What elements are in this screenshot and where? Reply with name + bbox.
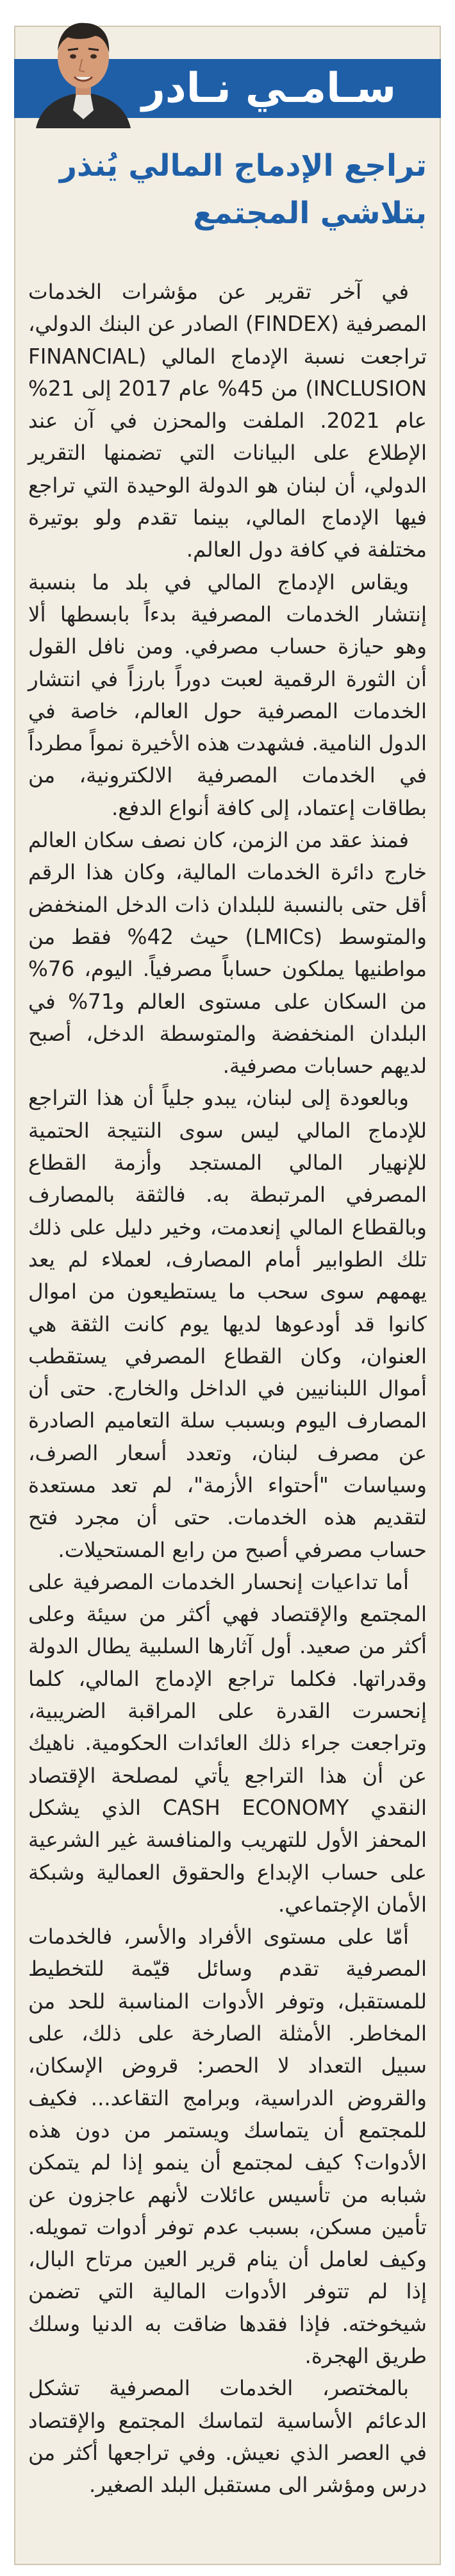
article-paragraph: أما تداعيات إنحسار الخدمات المصرفية على المجتمع والإقتصاد فهي أكثر من سيئة وعلى أكثر من صعيد. أول آثارها السلبية يطال الدولة وقدراتها. فكلما تراجع الإدماج المالي، كلما إنحسرت القدرة على المراقبة الضريبية، وتراجعت جراء ذلك العائدات الحكومية. ناهيك عن أن هذا التراجع يأتي لمصلحة الإقتصاد النقدي CASH ECONOMY الذي يشكل المحفز الأول للتهريب والمنافسة غير الشرعية على حساب الإبداع والحقوق العمالية وشبكة الأمان الإجتماعي. (28, 1569, 427, 1917)
article-paragraph: أمّا على مستوى الأفراد والأسر، فالخدمات المصرفية تقدم وسائل قيّمة للتخطيط للمستقبل، وتوفر الأدوات المناسبة للحد من المخاطر. الأمثلة الصارخة على ذلك، على سبيل التعداد لا الحصر: قروض الإسكان، والقروض الدراسية، وبرامج التقاعد... فكيف للمجتمع أن يتماسك ويستمر من دون هذه الأدوات؟ كيف لمجتمع أن ينمو إذا لم يتمكن شبابه من تأسيس عائلات لأنهم عاجزون عن تأمين مسكن، بسبب عدم توفر أدوات تمويله. وكيف لعامل أن ينام قرير العين مرتاح البال، إذا لم تتوفر الأدوات المالية التي تضمن شيخوخته. فإذا فقدها ضاقت به الدنيا وسلك طريق الهجرة. (28, 1924, 427, 2368)
article-paragraph: في آخر تقرير عن مؤشرات الخدمات المصرفية (FINDEX) الصادر عن البنك الدولي، تراجعت نسبة الإدماج المالي (FINANCIAL INCLUSION) من 45% عام 2017 إلى 21% عام 2021. الملفت والمحزن في آن عند الإطلاع على البيانات التي تضمنها التقرير الدولي، أن لبنان هو الدولة الوحيدة التي تراجع فيها الإدماج المالي، بينما تقدم ولو بوتيرة مختلفة في كافة دول العالم. (28, 280, 427, 562)
author-photo (23, 14, 144, 128)
author-byline (14, 26, 441, 128)
article-paragraph: بالمختصر، الخدمات المصرفية تشكل الدعائم الأساسية لتماسك المجتمع والإقتصاد في العصر الذي نعيش. وفي تراجعها أكثر من درس ومؤشر الى مستقبل البلد الصغير. (28, 2376, 427, 2498)
article-headline: تراجع الإدماج المالي يُنذر بتلاشي المجتمع (59, 148, 427, 231)
author-name: سـامـي نـادر (142, 65, 396, 112)
article-paragraph: فمنذ عقد من الزمن، كان نصف سكان العالم خارج دائرة الخدمات المالية، وكان هذا الرقم أقل حتى بالنسبة للبلدان ذات الدخل المنخفض والمتوسط (LMICs) حيث 42% فقط من مواطنيها يملكون حساباً مصرفياً. اليوم، 76% من السكان على مستوى العالم و71% في البلدان المنخفضة والمتوسطة الدخل، أصبح لديهم حسابات مصرفية. (28, 828, 427, 1079)
article-paragraph: وبالعودة إلى لبنان، يبدو جلياً أن هذا التراجع للإدماج المالي ليس سوى النتيجة الحتمية للإنهيار المالي المستجد وأزمة القطاع المصرفي المرتبطة به. فالثقة بالمصارف وبالقطاع المالي إنعدمت، وخير دليل على ذلك تلك الطوابير أمام المصارف، لعملاء لم يعد يهمهم سوى سحب ما يستطيعون من اموال كانوا قد أودعوها لديها يوم كانت الثقة هي العنوان، وكان القطاع المصرفي يستقطب أموال اللبنانيين في الداخل والخارج. حتى أن المصارف اليوم وبسبب سلة التعاميم الصادرة عن مصرف لبنان، وتعدد أسعار الصرف، وسياسات "أحتواء الأزمة"، لم تعد مستعدة لتقديم هذه الخدمات. حتى أن مجرد فتح حساب مصرفي أصبح من رابع المستحيلات. (28, 1086, 427, 1562)
article-body (28, 276, 427, 2501)
article-paragraph: ويقاس الإدماج المالي في بلد ما بنسبة إنتشار الخدمات المصرفية بدءاً بابسطها ألا وهو حيازة حساب مصرفي. ومن نافل القول أن الثورة الرقمية لعبت دوراً بارزاً في انتشار الخدمات المصرفية حول العالم، خاصة في الدول النامية. فشهدت هذه الأخيرة نمواً مطرداً في الخدمات المصرفية الالكترونية، من بطاقات إعتماد، إلى كافة أنواع الدفع. (28, 569, 427, 820)
